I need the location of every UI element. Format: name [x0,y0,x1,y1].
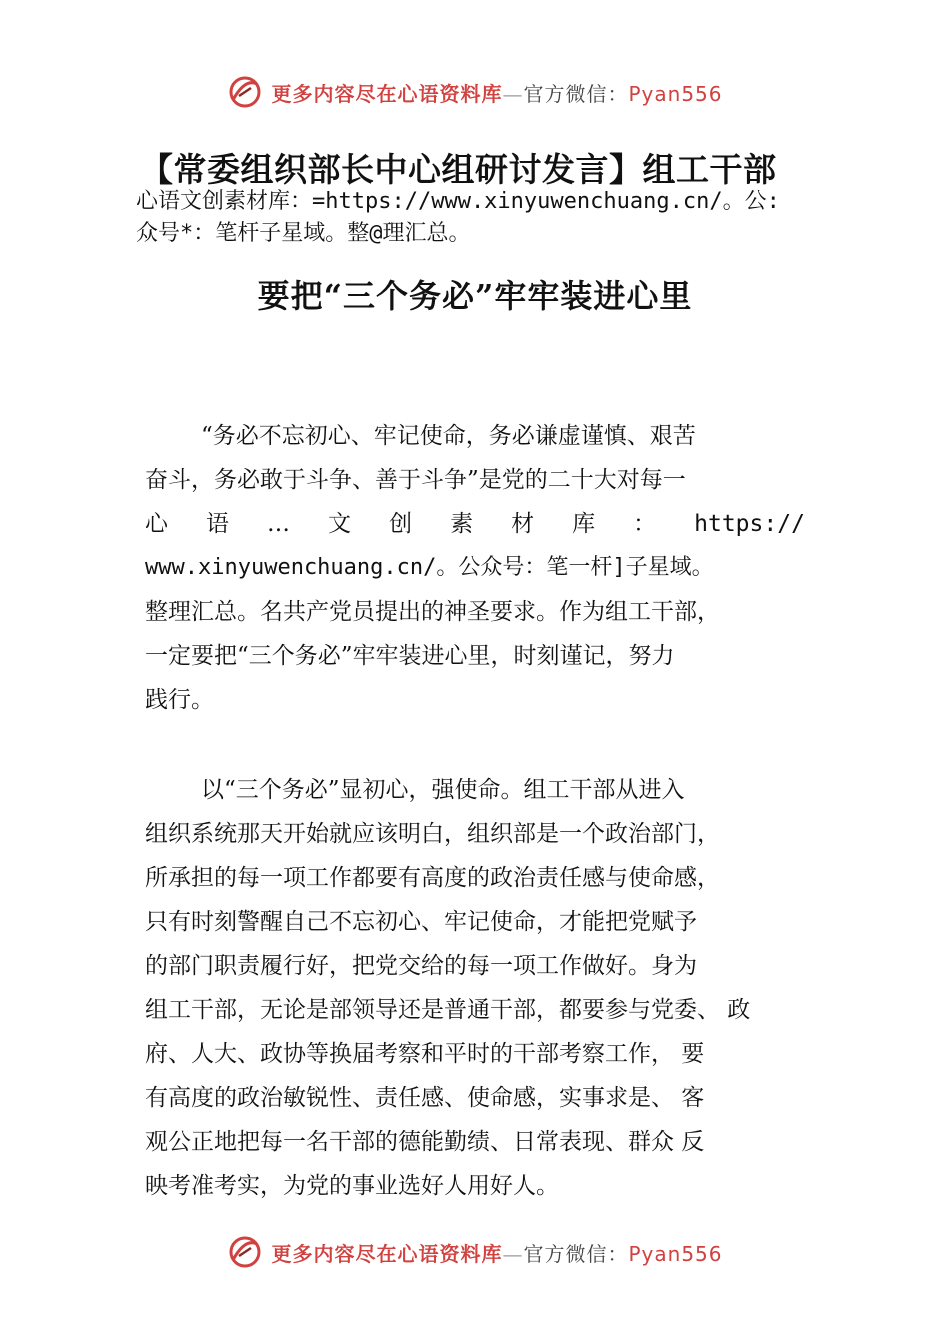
spread-char: … [267,511,291,537]
paragraph-line: 整理汇总。名共产党员提出的神圣要求。作为组工干部， [145,599,720,625]
paragraph-line: www.xinyuwenchuang.cn/。公众号：笔一杆]子星域。 [145,555,714,580]
spread-char: ： [633,511,657,537]
banner-text [271,78,722,107]
paragraph-line: 府、人大、政协等换届考察和平时的干部考察工作， 要 [145,1041,705,1067]
document-title: 【常委组织部长中心组研讨发言】组工干部 [140,150,777,189]
logo-icon [227,1234,263,1270]
paragraph-line: 一定要把“三个务必”牢牢装进心里，时刻谨记，努力 [145,643,675,669]
paragraph-line: 组工干部，无论是部领导还是普通干部，都要参与党委、 政 [145,997,751,1023]
paragraph-line: 奋斗，务必敢于斗争、善于斗争”是党的二十大对每一 [145,467,686,493]
paragraph-2 [145,768,835,1208]
banner-contact-label: 官方微信： [523,81,629,106]
banner-contact-label: 官方微信： [523,1241,629,1266]
document-subtitle: 要把“三个务必”牢牢装进心里 [257,277,693,315]
paragraph-line: 映考准考实，为党的事业选好人用好人。 [145,1173,559,1199]
spread-char: 创 [389,511,413,537]
banner-separator: — [502,81,524,106]
spread-char: 语 [206,511,230,537]
watermark-overlay [136,186,846,250]
paragraph-line: 观公正地把每一名干部的德能勤绩、日常表现、群众 反 [145,1129,705,1155]
top-banner [0,70,950,114]
banner-main-text: 更多内容尽在心语资料库 [271,1241,503,1266]
banner-account-id: Pyan556 [628,81,723,106]
banner-text [271,1238,722,1267]
watermark-line-1: 心语文创素材库：=https://www.xinyuwenchuang.cn/。公: [136,189,780,214]
logo-icon [227,74,263,110]
paragraph-line: 只有时刻警醒自己不忘初心、牢记使命，才能把党赋予 [145,909,697,935]
paragraph-1 [145,414,835,722]
spread-char: 材 [511,511,535,537]
paragraph-line: 有高度的政治敏锐性、责任感、使命感，实事求是、 客 [145,1085,705,1111]
paragraph-line: 所承担的每一项工作都要有高度的政治责任感与使命感， [145,865,720,891]
banner-separator: — [502,1241,524,1266]
bottom-banner [0,1230,950,1274]
spread-char: 素 [450,511,474,537]
paragraph-line: 以“三个务必”显初心，强使命。组工干部从进入 [201,777,685,803]
paragraph-line: 践行。 [145,687,214,713]
banner-account-id: Pyan556 [628,1241,723,1266]
spread-char: 心 [145,511,168,537]
paragraph-line: “务必不忘初心、牢记使命，务必谦虚谨慎、艰苦 [201,423,696,449]
paragraph-spread-line [145,502,805,546]
watermark-line-2: 众号*：笔杆子星域。整@理汇总。 [136,221,471,246]
spread-char: 库 [572,511,596,537]
spread-char: https:// [694,511,805,537]
banner-main-text: 更多内容尽在心语资料库 [271,81,503,106]
paragraph-line: 的部门职责履行好，把党交给的每一项工作做好。身为 [145,953,697,979]
spread-char: 文 [328,511,352,537]
paragraph-line: 组织系统那天开始就应该明白，组织部是一个政治部门， [145,821,720,847]
